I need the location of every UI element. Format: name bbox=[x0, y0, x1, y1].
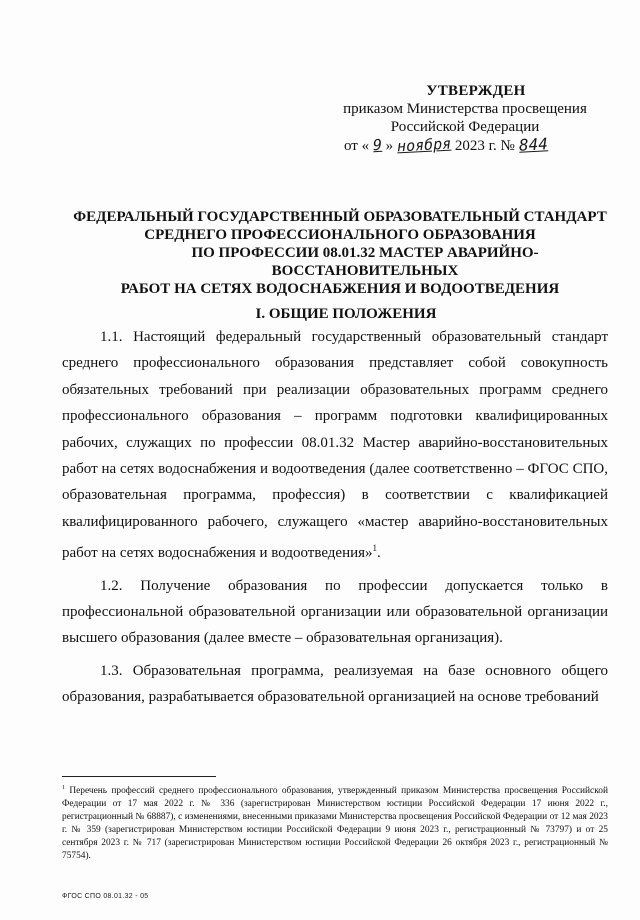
approval-date-line bbox=[330, 136, 600, 155]
date-year: 2023 г. № bbox=[454, 138, 515, 154]
paragraph-1-3: 1.3. Образовательная программа, реализуемая на базе основного общего образования, разрабатывается образовательной организацией на основе требований bbox=[62, 662, 608, 706]
footnote-reference: 1 bbox=[372, 543, 378, 554]
approval-line-2: Российской Федерации bbox=[390, 119, 540, 135]
section-heading: I. ОБЩИЕ ПОЛОЖЕНИЯ bbox=[255, 306, 437, 322]
title-line-1: ФЕДЕРАЛЬНЫЙ ГОСУДАРСТВЕННЫЙ ОБРАЗОВАТЕЛЬНЫЙ СТАНДАРТ bbox=[73, 209, 607, 225]
approval-heading: УТВЕРЖДЕН bbox=[426, 83, 526, 99]
paragraph-1-2: 1.2. Получение образования по профессии допускается только в профессиональной образовательной организации или образовательной организации высшего образования (далее вместе – образовательная организация). bbox=[62, 577, 608, 647]
handwritten-number: 844 bbox=[518, 134, 548, 155]
handwritten-month: ноября bbox=[396, 134, 452, 156]
handwritten-day: 9 bbox=[372, 135, 383, 155]
footnote-number: 1 bbox=[62, 785, 65, 791]
date-mid: » bbox=[385, 138, 394, 154]
title-line-3: ПО ПРОФЕССИИ 08.01.32 МАСТЕР АВАРИЙНО-ВОССТАНОВИТЕЛЬНЫХ bbox=[191, 245, 539, 279]
footnote-text: Перечень профессий среднего профессионального образования, утвержденный приказом Министерства просвещения Российской Федерации от 17 мая 2022 г. № 336 (зарегистрирован Министерством юстиции Российской Федерации 17 июня 2022 г., регистрационный № 68887), с изменениями, внесенными приказами Министерства просвещения Российской Федерации от 12 мая 2023 г. № 359 (зарегистрирован Министерством юстиции Российской Федерации 9 июня 2023 г., регистрационный № 73797) и от 25 сентября 2023 г. № 717 (зарегистрирован Министерством юстиции Российской Федерации 26 октября 2023 г., регистрационный № 75754). bbox=[62, 786, 608, 862]
paragraph-1-1-end: . bbox=[377, 545, 381, 562]
approval-line-1: приказом Министерства просвещения bbox=[343, 101, 587, 117]
document-title bbox=[60, 208, 620, 298]
approval-block bbox=[330, 82, 600, 155]
title-line-2: СРЕДНЕГО ПРОФЕССИОНАЛЬНОГО ОБРАЗОВАНИЯ bbox=[144, 227, 536, 243]
title-line-4: РАБОТ НА СЕТЯХ ВОДОСНАБЖЕНИЯ И ВОДООТВЕДЕНИЯ bbox=[120, 281, 560, 297]
date-prefix: от « bbox=[344, 138, 370, 154]
paragraph-1-1-text: 1.1. Настоящий федеральный государственный образовательный стандарт среднего профессионального образования представляет собой совокупность обязательных требований при реализации образовательных программ среднего профессионального образования – программ подготовки квалифицированных рабочих, служащих по профессии 08.01.32 Мастер аварийно-восстановительных работ на сетях водоснабжения и водоотведения (далее соответственно – ФГОС СПО, образовательная программа, профессия) в соответствии с квалификацией квалифицированного рабочего, служащего «мастер аварийно-восстановительных работ на сетях водоснабжения и водоотведения» bbox=[62, 329, 608, 562]
paragraph-1-1 bbox=[62, 324, 608, 567]
footnote bbox=[62, 782, 608, 863]
page-code: ФГОС СПО 08.01.32 - 05 bbox=[62, 893, 149, 900]
document-body bbox=[62, 324, 608, 717]
footnote-divider bbox=[62, 776, 216, 777]
